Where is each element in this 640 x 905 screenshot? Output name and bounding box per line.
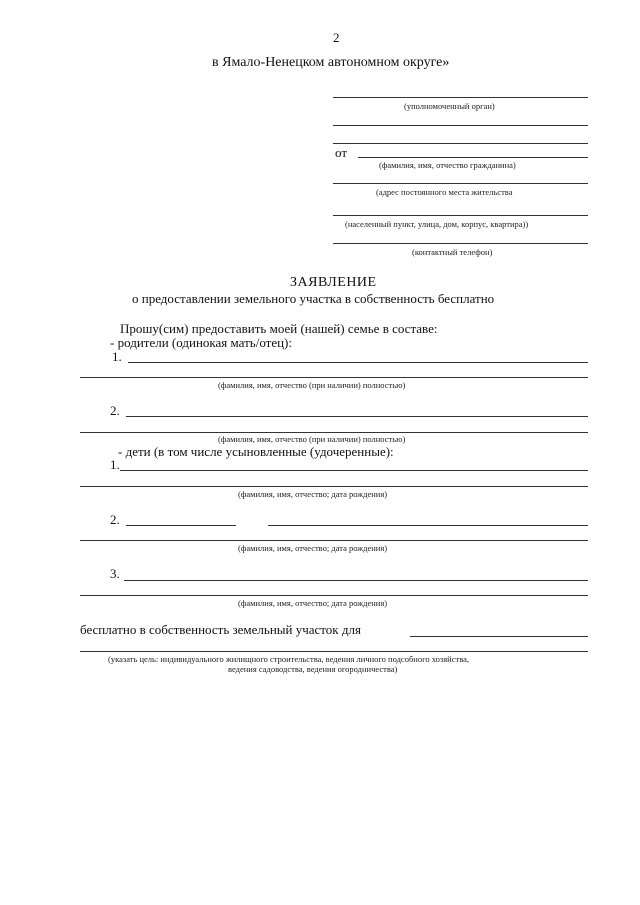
child-3-line[interactable]: [124, 580, 588, 581]
address-detail-caption: (населенный пункт, улица, дом, корпус, квартира)): [345, 219, 529, 229]
child-1-line[interactable]: [120, 470, 588, 471]
parent-2-line[interactable]: [126, 416, 588, 417]
child-1-line-2[interactable]: [80, 486, 588, 487]
applicant-fio-line[interactable]: [358, 157, 588, 158]
children-label: - дети (в том числе усыновленные (удочеренные):: [118, 444, 394, 459]
fio-caption: (фамилия, имя, отчество гражданина): [379, 160, 516, 170]
child-3-caption: (фамилия, имя, отчество; дата рождения): [238, 598, 388, 608]
authority-line-2[interactable]: [333, 125, 588, 126]
authority-caption: (уполномоченный орган): [404, 101, 495, 111]
document-subtitle: о предоставлении земельного участка в собственность бесплатно: [132, 291, 495, 306]
parent-1-line-2[interactable]: [80, 377, 588, 378]
authority-line[interactable]: [333, 97, 588, 98]
child-1-caption: (фамилия, имя, отчество; дата рождения): [238, 489, 388, 499]
address-detail-line[interactable]: [333, 215, 588, 216]
parent-1-number: 1.: [112, 349, 122, 364]
parents-label: - родители (одинокая мать/отец):: [110, 335, 292, 350]
child-3-line-2[interactable]: [80, 595, 588, 596]
purpose-caption-2: ведения садоводства, ведения огородничества): [228, 664, 398, 674]
address-caption: (адрес постоянного места жительства: [376, 187, 513, 197]
child-2-number: 2.: [110, 512, 120, 527]
child-2-caption: (фамилия, имя, отчество; дата рождения): [238, 543, 388, 553]
purpose-line: бесплатно в собственность земельный участок для: [80, 622, 361, 637]
purpose-line-2[interactable]: [80, 651, 588, 652]
child-2-line-2[interactable]: [80, 540, 588, 541]
page-number: 2: [333, 30, 340, 45]
request-line: Прошу(сим) предоставить моей (нашей) семье в составе:: [120, 321, 438, 336]
parent-1-caption: (фамилия, имя, отчество (при наличии) полностью): [218, 380, 406, 390]
document-title: ЗАЯВЛЕНИЕ: [290, 275, 377, 290]
purpose-caption-1: (указать цель: индивидуального жилищного строительства, ведения личного подсобного хозяйства,: [108, 654, 470, 664]
from-label: от: [335, 145, 348, 160]
child-1-number: 1.: [110, 457, 120, 472]
purpose-line-a[interactable]: [410, 636, 588, 637]
child-2-line-b[interactable]: [268, 525, 588, 526]
phone-line[interactable]: [333, 243, 588, 244]
parent-1-line[interactable]: [128, 362, 588, 363]
address-line[interactable]: [333, 183, 588, 184]
parent-2-line-2[interactable]: [80, 432, 588, 433]
parent-2-number: 2.: [110, 403, 120, 418]
child-3-number: 3.: [110, 566, 120, 581]
phone-caption: (контактный телефон): [412, 247, 493, 257]
authority-line-3[interactable]: [333, 143, 588, 144]
child-2-line-a[interactable]: [126, 525, 236, 526]
heading-line: в Ямало-Ненецком автономном округе»: [212, 55, 450, 70]
parent-2-caption: (фамилия, имя, отчество (при наличии) полностью): [218, 434, 406, 444]
